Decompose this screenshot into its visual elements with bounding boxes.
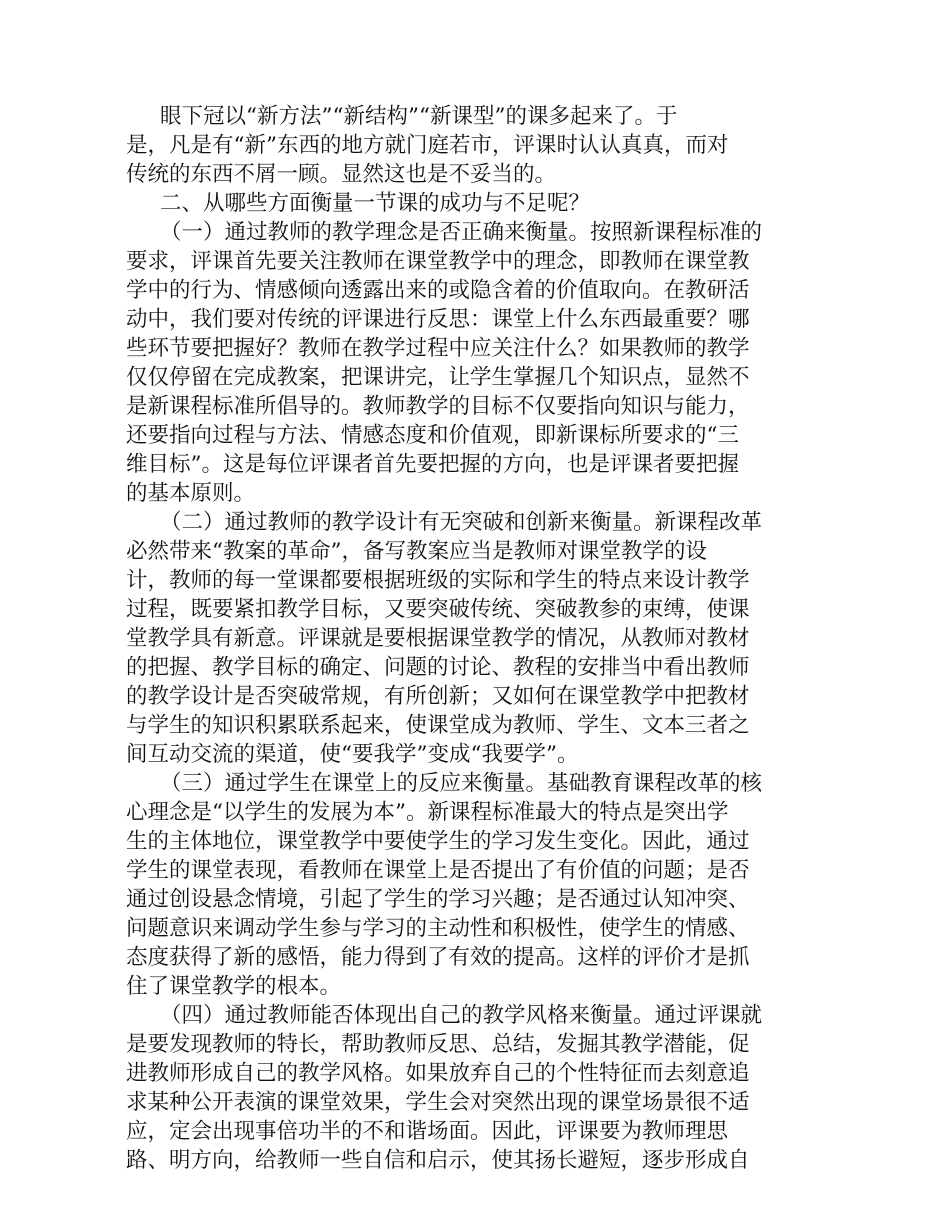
text-line: 是，凡是有“新”东西的地方就门庭若市，评课时认认真真，而对 <box>126 133 729 158</box>
text-line: 通过创设悬念情境，引起了学生的学习兴趣；是否通过认知冲突、 <box>126 887 750 912</box>
text-line: （二）通过教师的教学设计有无突破和创新来衡量。新课程改革 <box>160 510 763 535</box>
text-line: 是要发现教师的特长，帮助教师反思、总结，发掘其教学潜能，促 <box>126 1032 750 1057</box>
text-line: 堂教学具有新意。评课就是要根据课堂教学的情况，从教师对教材 <box>126 626 750 651</box>
text-line: 还要指向过程与方法、情感态度和价值观，即新课标所要求的“三 <box>126 423 739 448</box>
text-line: 问题意识来调动学生参与学习的主动性和积极性，使学生的情感、 <box>126 916 750 941</box>
text-line: 是新课程标准所倡导的。教师教学的目标不仅要指向知识与能力， <box>126 394 750 419</box>
text-line: 要求，评课首先要关注教师在课堂教学中的理念，即教师在课堂教 <box>126 249 750 274</box>
text-line: 计，教师的每一堂课都要根据班级的实际和学生的特点来设计教学 <box>126 568 750 593</box>
text-line: 的基本原则。 <box>126 481 256 506</box>
text-line: 学中的行为、情感倾向透露出来的或隐含着的价值取向。在教研活 <box>126 278 750 303</box>
text-line: （四）通过教师能否体现出自己的教学风格来衡量。通过评课就 <box>160 1003 763 1028</box>
text-line: （三）通过学生在课堂上的反应来衡量。基础教育课程改革的核 <box>160 771 763 796</box>
text-line: 应，定会出现事倍功半的不和谐场面。因此，评课要为教师理思 <box>126 1119 729 1144</box>
text-line: 的把握、教学目标的确定、问题的讨论、教程的安排当中看出教师 <box>126 655 750 680</box>
document-body <box>126 102 832 1175</box>
text-line: 求某种公开表演的课堂效果，学生会对突然出现的课堂场景很不适 <box>126 1090 750 1115</box>
text-line: 学生的课堂表现，看教师在课堂上是否提出了有价值的问题；是否 <box>126 858 750 883</box>
text-line: 维目标”。这是每位评课者首先要把握的方向，也是评课者要把握 <box>126 452 739 477</box>
text-line: 的教学设计是否突破常规，有所创新；又如何在课堂教学中把教材 <box>126 684 750 709</box>
text-line: 些环节要把握好？教师在教学过程中应关注什么？如果教师的教学 <box>126 336 750 361</box>
text-line: 心理念是“以学生的发展为本”。新课程标准最大的特点是突出学 <box>126 800 729 825</box>
text-line: 进教师形成自己的教学风格。如果放弃自己的个性特征而去刻意追 <box>126 1061 750 1086</box>
text-line: 住了课堂教学的根本。 <box>126 974 342 999</box>
text-line: 路、明方向，给教师一些自信和启示，使其扬长避短，逐步形成自 <box>126 1148 750 1173</box>
text-line: 二、从哪些方面衡量一节课的成功与不足呢？ <box>160 191 591 216</box>
text-line: 与学生的知识积累联系起来，使课堂成为教师、学生、文本三者之 <box>126 713 750 738</box>
text-line: （一）通过教师的教学理念是否正确来衡量。按照新课程标准的 <box>160 220 763 245</box>
text-line: 态度获得了新的感悟，能力得到了有效的提高。这样的评价才是抓 <box>126 945 750 970</box>
text-line: 动中，我们要对传统的评课进行反思：课堂上什么东西最重要？哪 <box>126 307 750 332</box>
text-line: 仅仅停留在完成教案，把课讲完，让学生掌握几个知识点，显然不 <box>126 365 750 390</box>
text-line: 生的主体地位，课堂教学中要使学生的学习发生变化。因此，通过 <box>126 829 750 854</box>
text-line: 间互动交流的渠道，使“要我学”变成“我要学”。 <box>126 742 579 767</box>
text-line: 眼下冠以“新方法”“新结构”“新课型”的课多起来了。于 <box>160 104 678 129</box>
text-line: 传统的东西不屑一顾。显然这也是不妥当的。 <box>126 162 557 187</box>
text-line: 必然带来“教案的革命”，备写教案应当是教师对课堂教学的设 <box>126 539 707 564</box>
text-line: 过程，既要紧扣教学目标，又要突破传统、突破教参的束缚，使课 <box>126 597 750 622</box>
